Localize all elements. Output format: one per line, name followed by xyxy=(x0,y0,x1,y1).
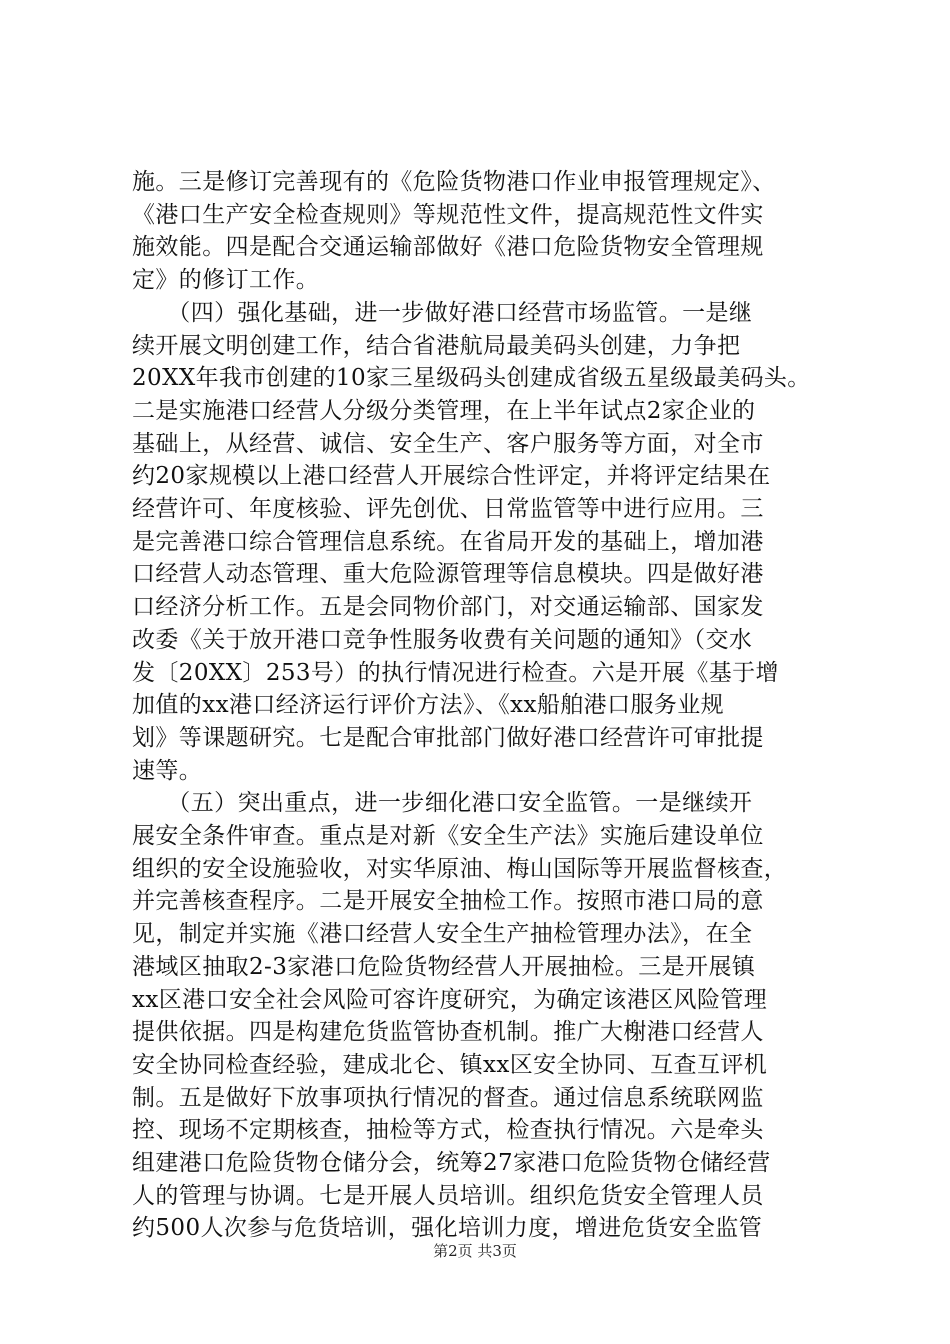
text-line: 经营许可、年度核验、评先创优、日常监管等中进行应用。三 xyxy=(132,496,764,522)
text-line: 口经营人动态管理、重大危险源管理等信息模块。四是做好港 xyxy=(132,561,764,588)
text-line: 人的管理与协调。七是开展人员培训。组织危货安全管理人员 xyxy=(132,1182,764,1209)
text-line: 约500人次参与危货培训，强化培训力度，增进危货安全监管 xyxy=(132,1215,763,1242)
text-line: 组织的安全设施验收，对实华原油、梅山国际等开展监督核查， xyxy=(132,855,788,882)
text-line: 《港口生产安全检查规则》等规范性文件，提高规范性文件实 xyxy=(132,201,764,228)
text-line: 控、现场不定期核查，抽检等方式，检查执行情况。六是牵头 xyxy=(132,1117,764,1144)
text-line: 改委《关于放开港口竞争性服务收费有关问题的通知》（交水 xyxy=(132,626,753,653)
text-line: 并完善核查程序。二是开展安全抽检工作。按照市港口局的意 xyxy=(132,888,764,915)
text-line: 速等。 xyxy=(132,757,203,784)
text-line: 续开展文明创建工作，结合省港航局最美码头创建，力争把 xyxy=(132,332,741,359)
text-line: 施效能。四是配合交通运输部做好《港口危险货物安全管理规 xyxy=(132,234,764,261)
text-line: 约20家规模以上港口经营人开展综合性评定，并将评定结果在 xyxy=(132,463,771,490)
text-line: 提供依据。四是构建危货监管协查机制。推广大榭港口经营人 xyxy=(132,1019,764,1046)
text-line: 加值的xx港口经济运行评价方法》、《xx船舶港口服务业规 xyxy=(132,692,725,719)
text-line: 见，制定并实施《港口经营人安全生产抽检管理办法》，在全 xyxy=(132,921,753,948)
text-line: 是完善港口综合管理信息系统。在省局开发的基础上，增加港 xyxy=(132,528,764,555)
text-line: 展安全条件审查。重点是对新《安全生产法》实施后建设单位 xyxy=(132,823,764,849)
text-line: 定》的修订工作。 xyxy=(132,267,320,294)
text-line: （四）强化基础，进一步做好港口经营市场监管。一是继 xyxy=(132,299,753,326)
text-line: 基础上，从经营、诚信、安全生产、客户服务等方面，对全市 xyxy=(132,430,764,457)
text-line: 港域区抽取2-3家港口危险货物经营人开展抽检。三是开展镇 xyxy=(132,953,756,980)
page-footer: 第2页 共3页 xyxy=(433,1242,517,1260)
text-line: 组建港口危险货物仓储分会，统筹27家港口危险货物仓储经营 xyxy=(132,1150,771,1176)
text-line: 制。五是做好下放事项执行情况的督查。通过信息系统联网监 xyxy=(132,1084,764,1111)
text-line: 安全协同检查经验，建成北仑、镇xx区安全协同、互查互评机 xyxy=(132,1051,768,1078)
text-line: 口经济分析工作。五是会同物价部门，对交通运输部、国家发 xyxy=(132,594,764,621)
text-line: 划》等课题研究。七是配合审批部门做好港口经营许可审批提 xyxy=(132,724,764,751)
text-line: 发〔20XX〕253号）的执行情况进行检查。六是开展《基于增 xyxy=(132,659,779,686)
text-line: （五）突出重点，进一步细化港口安全监管。一是继续开 xyxy=(132,790,753,817)
text-line: 二是实施港口经营人分级分类管理，在上半年试点2家企业的 xyxy=(132,397,756,424)
text-line: xx区港口安全社会风险可容许度研究，为确定该港区风险管理 xyxy=(132,986,768,1013)
text-line: 施。三是修订完善现有的《危险货物港口作业申报管理规定》、 xyxy=(132,169,776,195)
text-line: 20XX年我市创建的10家三星级码头创建成省级五星级最美码头。 xyxy=(132,365,811,392)
